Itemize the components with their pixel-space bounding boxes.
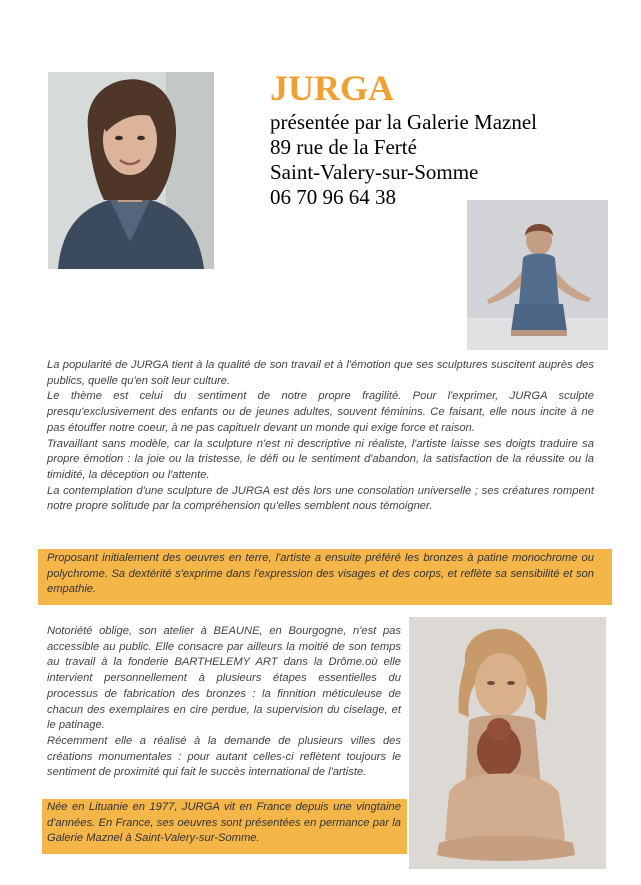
gallery-info <box>270 110 537 210</box>
paragraph: Le thème est celui du sentiment de notre propre fragilité. Pour l'exprimer, JURGA sculpte presqu'exclusivement des enfants ou de jeunes adultes, souvent féminins. Ce faisant, elle nous incite à ne pas étouffer notre coeur, à ne pas capitueIr devant un monde qui exige force et raison. <box>47 390 594 434</box>
paragraph: La contemplation d'une sculpture de JURGA est dès lors une consolation universelle ; ses créatures rompent notre propre solitude par la compréhension qu'elles semblent nous témoigner. <box>47 484 594 513</box>
section2-text <box>47 624 401 781</box>
portrait-illustration <box>48 72 214 269</box>
paragraph: La popularité de JURGA tient à la qualité de son travail et à l'émotion que ses sculptures suscitent auprès des publics, quelle qu'en soit leur culture. <box>47 359 594 387</box>
phone-line: 06 70 96 64 38 <box>270 185 396 209</box>
paragraph: Travaillant sans modèle, car la sculpture n'est ni descriptive ni réaliste, l'artiste laisse ses doigts traduire sa propre émotion : la joie ou la tristesse, le défi ou le sentiment d'abandon, la satisfaction de la réussite ou la timidité, la déception ou l'attente. <box>47 437 594 481</box>
sculpture-photo-kneeling-girl <box>467 200 608 350</box>
paragraph: Notoriété oblige, son atelier à BEAUNE, en Bourgogne, n'est pas accessible au public. Elle consacre par ailleurs la moitié de son temps au travail à la fonderie BARTHELEMY ART dans la Drôme.où elle intervient personnellement à plusieurs étapes essentielles du processus de fabrication des bronzes : la finnition méticuleuse de chacun des exemplaires en cire perdue, la supervision du ciselage, et le patinage. <box>47 625 401 732</box>
highlight-paragraph: Proposant initialement des oeuvres en terre, l'artiste a ensuite préféré les bronzes à patine monochrome ou polychrome. Sa dextérité s'exprime dans l'expression des visages et des corps, et reflète sa sensibilité et son empathie. <box>47 552 594 596</box>
city-line: Saint-Valery-sur-Somme <box>270 160 479 184</box>
sculpture-illustration <box>409 617 606 869</box>
address-line: 89 rue de la Ferté <box>270 135 417 159</box>
paragraph: Récemment elle a réalisé à la demande de plusieurs villes des créations monumentales : pour autant celles-ci reflètent toujours le sentiment de proximité qui fait le succès international de l'artiste. <box>47 734 401 779</box>
artist-name: JURGA <box>270 68 394 108</box>
section1-text <box>47 358 594 515</box>
artist-portrait-photo <box>48 72 214 269</box>
highlight-paragraph: Née en Lituanie en 1977, JURGA vit en France depuis une vingtaine d'années. En France, ses oeuvres sont présentées en permance par la Galerie Maznel à Saint-Valery-sur-Somme. <box>47 801 401 845</box>
sculpture-photo-seated-girl <box>409 617 606 869</box>
sculpture-illustration <box>467 200 608 350</box>
gallery-line: présentée par la Galerie Maznel <box>270 110 538 134</box>
